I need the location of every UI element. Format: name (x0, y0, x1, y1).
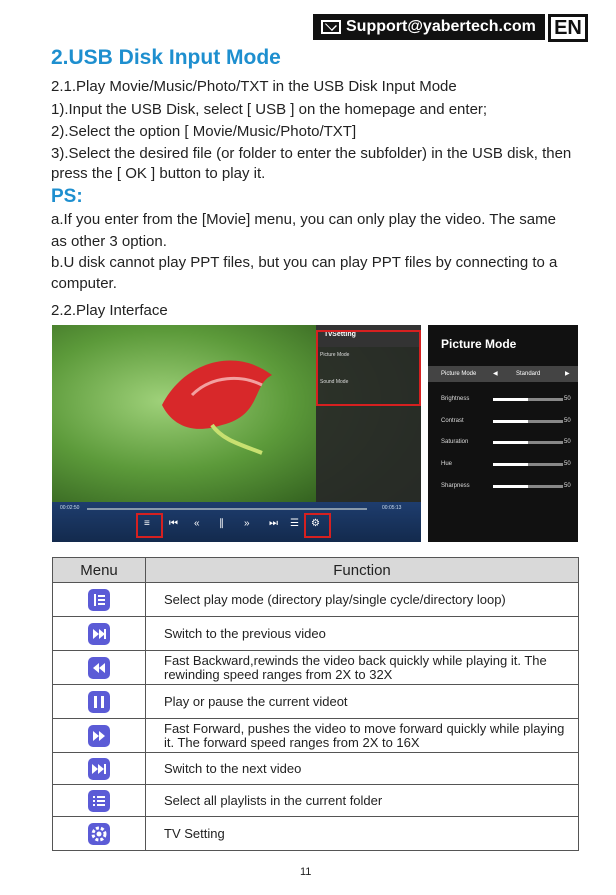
elapsed-time: 00:02:50 (60, 505, 80, 511)
ps-label: PS: (51, 186, 83, 207)
tv-setting-title: TvSetting (316, 325, 421, 347)
playlist-icon: ☰ (290, 518, 299, 529)
highlight-box (136, 513, 163, 538)
total-time: 00:05:13 (382, 505, 402, 511)
page-number: 11 (300, 866, 312, 878)
column-header-function: Function (146, 558, 579, 583)
selector-label: Picture Mode (441, 371, 477, 377)
pause-icon: ∥ (219, 518, 224, 529)
table-row (53, 617, 579, 651)
section-heading: 2.2.Play Interface (51, 302, 168, 319)
text-line: press the [ OK ] button to play it. (51, 165, 266, 182)
highlight-box (316, 330, 421, 406)
flower-image (152, 345, 292, 455)
text-line: b.U disk cannot play PPT files, but you can play PPT files by connecting to a (51, 254, 558, 271)
function-text: Switch to the previous video (146, 617, 579, 651)
page-heading: 2.USB Disk Input Mode (51, 46, 281, 69)
playlist-icon (88, 790, 110, 812)
gear-icon: ⚙ (311, 518, 320, 529)
control-bar (52, 502, 421, 542)
mail-icon (321, 20, 341, 34)
text-line: 1).Input the USB Disk, select [ USB ] on the homepage and enter; (51, 101, 488, 118)
picture-mode-selector (428, 366, 578, 382)
text-line: as other 3 option. (51, 233, 167, 250)
table-row (53, 817, 579, 851)
pause-icon (88, 691, 110, 713)
panel-item: Sound Mode (320, 379, 349, 385)
function-text: Select play mode (directory play/single cycle/directory loop) (146, 583, 579, 617)
previous-icon: ⏮ (169, 518, 178, 529)
table-row (53, 583, 579, 617)
fast-forward-icon: » (244, 518, 250, 529)
function-text: TV Setting (146, 817, 579, 851)
selector-value: Standard (516, 371, 541, 377)
left-arrow-icon: ◀ (493, 371, 498, 377)
list-mode-icon (88, 589, 110, 611)
next-icon: ⏭ (269, 518, 278, 529)
table-row (53, 651, 579, 685)
right-arrow-icon: ▶ (565, 371, 570, 377)
fast-backward-icon (88, 657, 110, 679)
play-interface-screenshot (52, 325, 421, 542)
menu-function-table (52, 557, 579, 851)
picture-mode-title: Picture Mode (441, 337, 517, 351)
table-row (53, 753, 579, 785)
picture-mode-screenshot: Picture Mode Picture Mode ◀ Standard ▶ Brightness 50 Contrast 50 Saturation 50 Hue 50 Sharpness 50 (428, 325, 578, 542)
gear-icon (88, 823, 110, 845)
previous-icon (88, 623, 110, 645)
function-text: Select all playlists in the current folder (146, 785, 579, 817)
fast-forward-icon (88, 725, 110, 747)
text-line: a.If you enter from the [Movie] menu, you can only play the video. The same (51, 211, 556, 228)
table-row (53, 685, 579, 719)
support-email: Support@yabertech.com (346, 18, 536, 35)
table-row (53, 785, 579, 817)
language-badge: EN (548, 14, 588, 42)
column-header-menu: Menu (53, 558, 146, 583)
highlight-box (304, 513, 331, 538)
text-line: 2).Select the option [ Movie/Music/Photo/TXT] (51, 123, 357, 140)
list-mode-icon: ≡ (144, 518, 150, 529)
panel-item: Picture Mode (320, 352, 350, 358)
function-text: Fast Backward,rewinds the video back quickly while playing it. The rewinding speed ranges from 2X to 32X (146, 651, 579, 685)
text-line: 2.1.Play Movie/Music/Photo/TXT in the USB Disk Input Mode (51, 78, 457, 95)
function-text: Switch to the next video (146, 753, 579, 785)
support-email-banner (313, 14, 545, 40)
function-text: Fast Forward, pushes the video to move forward quickly while playing it. The forward speed ranges from 2X to 16X (146, 719, 579, 753)
function-text: Play or pause the current videot (146, 685, 579, 719)
text-line: 3).Select the desired file (or folder to enter the subfolder) in the USB disk, then (51, 145, 572, 162)
table-row (53, 719, 579, 753)
fast-backward-icon: « (194, 518, 200, 529)
next-icon (88, 758, 110, 780)
text-line: computer. (51, 275, 117, 292)
